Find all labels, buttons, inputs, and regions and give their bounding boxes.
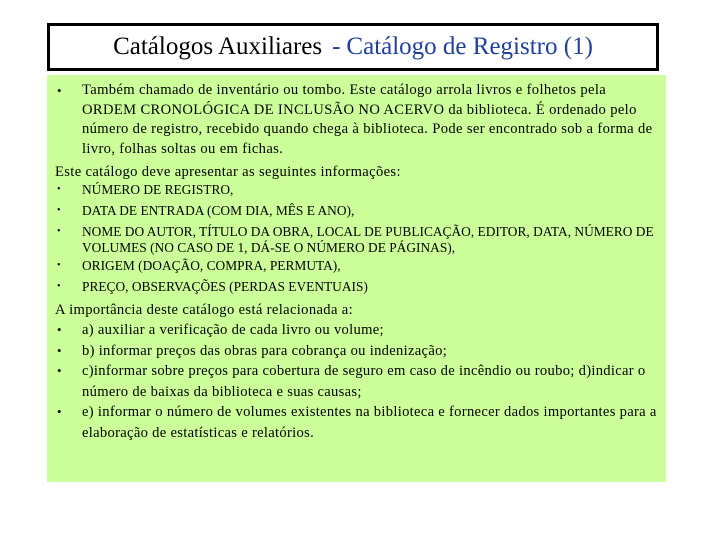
list-item-text: e) informar o número de volumes existentes na biblioteca e fornecer dados importantes para a elaboração de estatísticas e relatórios. xyxy=(82,404,657,441)
list-item-text: b) informar preços das obras para cobrança ou indenização; xyxy=(82,342,448,359)
list-item xyxy=(55,203,658,219)
list-item xyxy=(55,224,658,256)
list-item xyxy=(55,402,658,443)
list-item-text: NÚMERO DE REGISTRO, xyxy=(82,182,234,198)
slide-subtitle: Catálogo de Registro (1) xyxy=(346,33,593,60)
importance-heading: A importância deste catálogo está relacionada a: xyxy=(55,302,354,319)
intro-paragraph xyxy=(55,81,658,159)
list-item xyxy=(55,320,658,341)
bullet-icon: • xyxy=(57,226,61,238)
bullet-icon: • xyxy=(57,322,62,338)
bullet-icon: • xyxy=(57,83,62,98)
list-item-text: ORIGEM (DOAÇÃO, COMPRA, PERMUTA), xyxy=(82,258,341,274)
slide-title-box xyxy=(47,23,659,71)
info-heading: Este catálogo deve apresentar as seguintes informações: xyxy=(55,164,401,181)
bullet-icon: • xyxy=(57,342,62,358)
list-item xyxy=(55,258,658,274)
intro-text: Também chamado de inventário ou tombo. Este catálogo arrola livros e folhetos pela ORDEM CRONOLÓGICA DE INCLUSÃO NO ACERVO da biblioteca. É ordenado pelo número de registro, recebido quando chega à biblioteca. Pode ser encontrado sob a forma de livro, folhas soltas ou em fichas. xyxy=(82,82,653,157)
list-item-text: a) auxiliar a verificação de cada livro ou volume; xyxy=(82,322,384,339)
list-item xyxy=(55,279,658,295)
bullet-icon: • xyxy=(57,281,61,293)
bullet-icon: • xyxy=(57,184,61,196)
slide-title: Catálogos Auxiliares xyxy=(113,33,323,60)
list-item-text: c)informar sobre preços para cobertura de seguro em caso de incêndio ou roubo; d)indicar o número de baixas da biblioteca e suas causas; xyxy=(82,363,646,400)
list-item xyxy=(55,341,658,362)
list-item-text: PREÇO, OBSERVAÇÕES (PERDAS EVENTUAIS) xyxy=(82,279,368,295)
bullet-icon: • xyxy=(57,363,62,379)
bullet-icon: • xyxy=(57,404,62,420)
title-separator: - xyxy=(332,33,341,60)
bullet-icon: • xyxy=(57,205,61,217)
list-item xyxy=(55,182,658,198)
bullet-icon: • xyxy=(57,260,61,272)
list-item xyxy=(55,361,658,402)
info-list xyxy=(55,182,658,295)
list-item-text: NOME DO AUTOR, TÍTULO DA OBRA, LOCAL DE PUBLICAÇÃO, EDITOR, DATA, NÚMERO DE VOLUMES (NO CASO DE 1, DÁ-SE O NÚMERO DE PÁGINAS), xyxy=(82,224,654,256)
content-panel xyxy=(47,75,666,482)
list-item-text: DATA DE ENTRADA (COM DIA, MÊS E ANO), xyxy=(82,203,355,219)
importance-list xyxy=(55,320,658,443)
